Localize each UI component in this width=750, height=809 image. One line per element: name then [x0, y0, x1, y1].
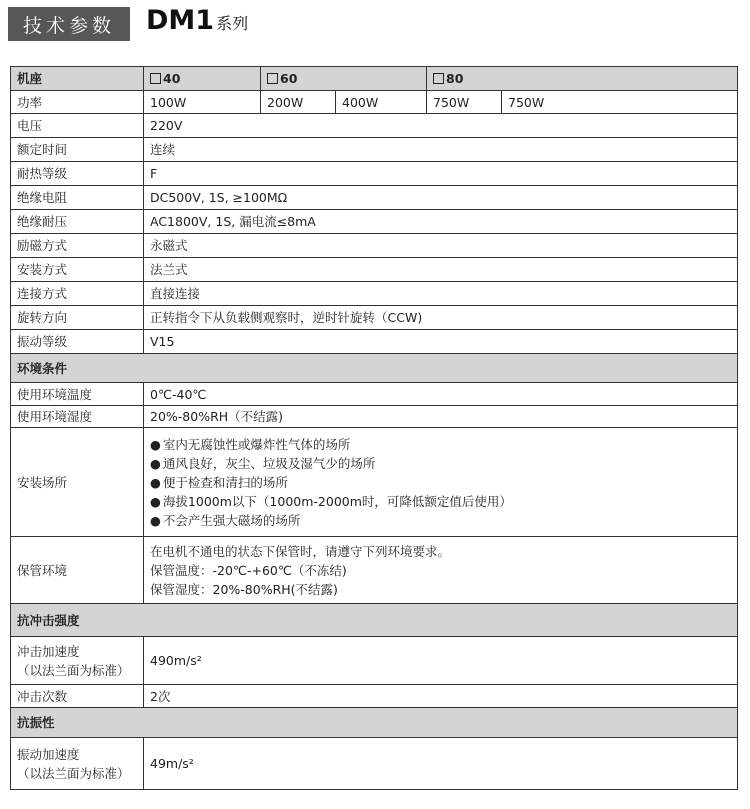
spec-value: DC500V, 1S, ≥100MΩ — [144, 186, 738, 210]
storage-line: 保管湿度：20%-80%RH(不结露) — [150, 581, 338, 597]
site-item: ● 不会产生强大磁场的场所 — [150, 511, 737, 530]
spec-label: 振动等级 — [11, 330, 144, 354]
spec-row — [11, 162, 738, 186]
spec-value: AC1800V, 1S, 漏电流≤8mA — [144, 210, 738, 234]
section-title: 环境条件 — [11, 354, 738, 383]
section-title: 抗冲击强度 — [11, 604, 738, 637]
power-v4: 750W — [427, 91, 502, 114]
spec-value: 连续 — [144, 138, 738, 162]
spec-value: 法兰式 — [144, 258, 738, 282]
env-site-list — [144, 428, 738, 537]
spec-row — [11, 330, 738, 354]
section-env — [11, 354, 738, 383]
spec-row — [11, 306, 738, 330]
shock-count-value: 2次 — [144, 685, 738, 708]
spec-value: 直接连接 — [144, 282, 738, 306]
shock-count-label: 冲击次数 — [11, 685, 144, 708]
storage-line: 保管温度：-20℃-+60℃（不冻结) — [150, 562, 347, 578]
model-name: DM1 — [146, 5, 215, 36]
shock-acc-row — [11, 637, 738, 685]
env-storage-row — [11, 537, 738, 604]
vib-acc-value: 49m/s² — [144, 738, 738, 790]
env-hum-value: 20%-80%RH（不结露) — [144, 406, 738, 428]
frame-80: 80 — [427, 67, 738, 91]
power-v1: 100W — [144, 91, 261, 114]
square-icon — [433, 73, 444, 84]
spec-label: 绝缘电阻 — [11, 186, 144, 210]
power-v2: 200W — [261, 91, 336, 114]
spec-label: 电压 — [11, 114, 144, 138]
spec-value: 永磁式 — [144, 234, 738, 258]
storage-line: 在电机不通电的状态下保管时，请遵守下列环境要求。 — [150, 543, 451, 559]
spec-row — [11, 114, 738, 138]
spec-row — [11, 186, 738, 210]
spec-value: V15 — [144, 330, 738, 354]
site-item: ● 室内无腐蚀性或爆炸性气体的场所 — [150, 435, 737, 454]
env-site-row — [11, 428, 738, 537]
env-temp-label: 使用环境温度 — [11, 383, 144, 406]
power-v3: 400W — [336, 91, 427, 114]
power-row — [11, 91, 738, 114]
spec-row — [11, 138, 738, 162]
env-storage-label: 保管环境 — [11, 537, 144, 604]
shock-acc-label: 冲击加速度 （以法兰面为标准） — [11, 637, 144, 685]
frame-40: 40 — [144, 67, 261, 91]
spec-row — [11, 234, 738, 258]
power-label: 功率 — [11, 91, 144, 114]
site-item: ● 通风良好，灰尘、垃圾及湿气少的场所 — [150, 454, 737, 473]
spec-row — [11, 210, 738, 234]
spec-row — [11, 258, 738, 282]
env-temp-row — [11, 383, 738, 406]
spec-label: 安装方式 — [11, 258, 144, 282]
spec-label: 励磁方式 — [11, 234, 144, 258]
spec-label: 绝缘耐压 — [11, 210, 144, 234]
shock-count-row — [11, 685, 738, 708]
series-label: 系列 — [216, 14, 249, 33]
env-temp-value: 0℃-40℃ — [144, 383, 738, 406]
section-vib — [11, 708, 738, 738]
square-icon — [150, 73, 161, 84]
spec-label: 连接方式 — [11, 282, 144, 306]
spec-value: 220V — [144, 114, 738, 138]
spec-value: F — [144, 162, 738, 186]
env-hum-row — [11, 406, 738, 428]
spec-label: 额定时间 — [11, 138, 144, 162]
env-storage-text — [144, 537, 738, 604]
shock-acc-value: 490m/s² — [144, 637, 738, 685]
page-header — [8, 7, 248, 41]
vib-acc-label: 振动加速度 （以法兰面为标准） — [11, 738, 144, 790]
spec-value: 正转指令下从负载侧观察时，逆时针旋转（CCW) — [144, 306, 738, 330]
section-title: 抗振性 — [11, 708, 738, 738]
square-icon — [267, 73, 278, 84]
site-item: ● 海拔1000m以下（1000m-2000m时，可降低额定值后使用） — [150, 492, 737, 511]
env-hum-label: 使用环境湿度 — [11, 406, 144, 428]
site-item: ● 便于检查和清扫的场所 — [150, 473, 737, 492]
spec-table — [10, 66, 738, 790]
spec-label: 耐热等级 — [11, 162, 144, 186]
spec-label: 旋转方向 — [11, 306, 144, 330]
frame-label: 机座 — [11, 67, 144, 91]
section-shock — [11, 604, 738, 637]
power-v5: 750W — [502, 91, 738, 114]
spec-row — [11, 282, 738, 306]
env-site-label: 安装场所 — [11, 428, 144, 537]
vib-acc-row — [11, 738, 738, 790]
model-title — [146, 4, 248, 41]
frame-60: 60 — [261, 67, 427, 91]
section-badge: 技术参数 — [8, 7, 130, 41]
frame-row — [11, 67, 738, 91]
